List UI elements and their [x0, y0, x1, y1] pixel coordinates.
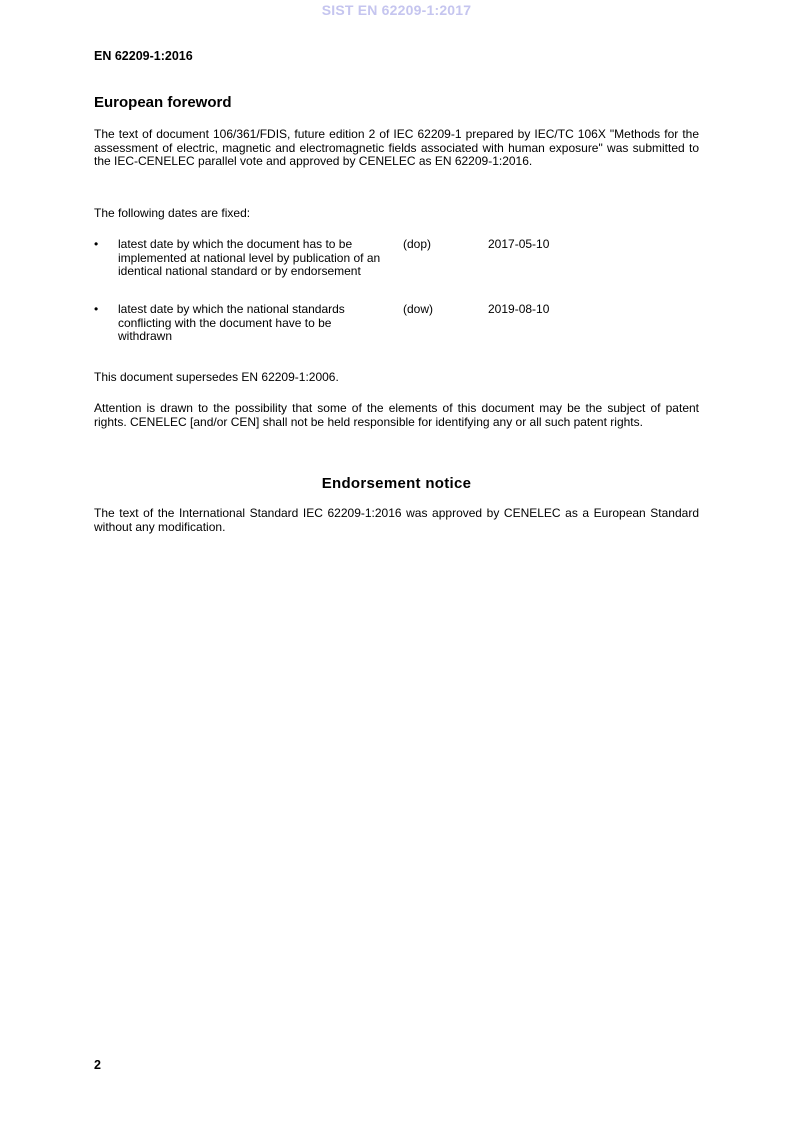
dates-intro-paragraph: The following dates are fixed:: [94, 206, 251, 220]
bullet-icon: •: [94, 302, 99, 316]
foreword-intro-paragraph: The text of document 106/361/FDIS, future edition 2 of IEC 62209-1 prepared by IEC/TC 106X "Methods for the assessment of electric, magnetic and electromagnetic fields associated with human exposure" was submitted to the IEC-CENELEC parallel vote and approved by CENELEC as EN 62209-1:2016.: [94, 127, 699, 168]
foreword-heading: European foreword: [94, 94, 232, 111]
supersedes-paragraph: This document supersedes EN 62209-1:2006.: [94, 370, 339, 384]
bullet-icon: •: [94, 237, 99, 251]
date-description: latest date by which the document has to be implemented at national level by publication of an identical national standard or by endorsement: [118, 237, 381, 278]
list-item: [94, 238, 699, 303]
document-id: EN 62209-1:2016: [94, 49, 193, 63]
date-description: latest date by which the national standards conflicting with the document have to be withdrawn: [118, 302, 345, 343]
date-code: (dop): [403, 237, 432, 251]
watermark: SIST EN 62209-1:2017: [321, 2, 472, 18]
endorsement-paragraph: The text of the International Standard IEC 62209-1:2016 was approved by CENELEC as a European Standard without any modification.: [94, 506, 699, 534]
endorsement-heading: Endorsement notice: [321, 475, 472, 492]
date-value: 2017-05-10: [488, 237, 550, 251]
patent-attention-paragraph: Attention is drawn to the possibility that some of the elements of this document may be the subject of patent rights. CENELEC [and/or CEN] shall not be held responsible for identifying any or all such patent rights.: [94, 401, 699, 429]
page-number: 2: [94, 1058, 101, 1072]
dates-list: [94, 238, 699, 353]
date-code: (dow): [403, 302, 434, 316]
date-value: 2019-08-10: [488, 302, 550, 316]
list-item: [94, 303, 699, 353]
